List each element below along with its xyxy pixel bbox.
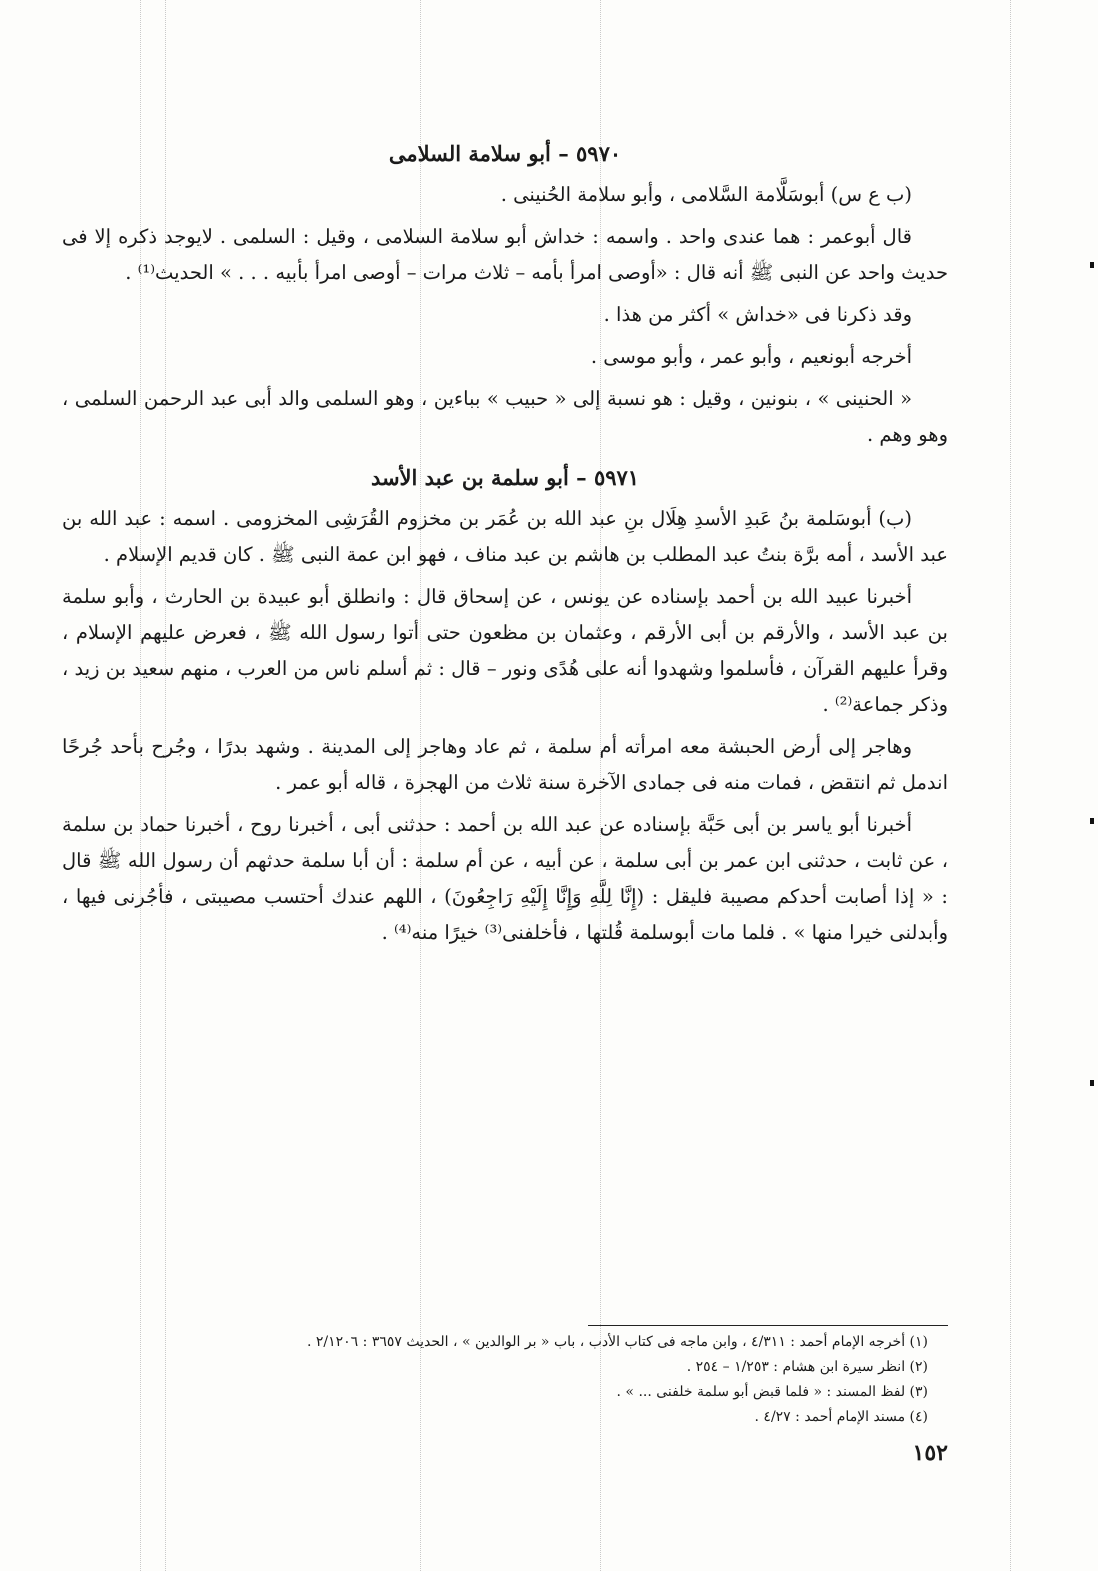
paragraph: أخبرنا عبيد الله بن أحمد بإسناده عن يونس ، عن إسحاق قال : وانطلق أبو عبيدة بن الحارث ، وأبو سلمة بن عبد الأسد ، والأرقم بن أبى الأرقم ، وعثمان بن مظعون حتى أتوا رسول الله ﷺ ، فعرض عليهم الإسلام ، وقرأ عليهم القرآن ، فأسلموا وشهدوا أنه على هُدًى ونور – قال : ثم أسلم ناس من العرب ، منهم سعيد بن زيد ، وذكر جماعة⁽²⁾ . [62, 585, 948, 716]
scan-dotted-line [1010, 0, 1012, 1571]
footnote: (٣) لفظ المسند : « فلما قبض أبو سلمة خلفنى ... » . [616, 1384, 928, 1400]
margin-mark [1090, 262, 1094, 268]
paragraph: أخبرنا أبو ياسر بن أبى حَبَّة بإسناده عن عبد الله بن أحمد : حدثنى أبى ، أخبرنا روح ، أخبرنا حماد بن سلمة ، عن ثابت ، حدثنى ابن عمر بن أبى سلمة ، عن أبيه ، عن أم سلمة : أن أبا سلمة حدثهم أن رسول الله ﷺ قال : « إذا أصابت أحدكم مصيبة فليقل : (إِنَّا لِلَّهِ وَإِنَّا إِلَيْهِ رَاجِعُونَ) ، اللهم عندك أحتسب مصيبتى ، فأجُرنى فيها ، وأبدلنى خيرا منها » . فلما مات أبوسلمة قُلتها ، فأخلفنى⁽³⁾ خيرًا منه⁽⁴⁾ . [62, 813, 948, 944]
paragraph: أخرجه أبونعيم ، وأبو عمر ، وأبو موسى . [590, 345, 912, 368]
footnote: (١) أخرجه الإمام أحمد : ٤/٣١١ ، وابن ماجه فى كتاب الأدب ، باب « بر الوالدين » ، الحديث ٣٦٥٧ : ٢/١٢٠٦ . [306, 1334, 928, 1350]
main-text [62, 135, 948, 957]
paragraph: وهاجر إلى أرض الحبشة معه امرأته أم سلمة ، ثم عاد وهاجر إلى المدينة . وشهد بدرًا ، وجُرح بأحد جُرحًا اندمل ثم انتقض ، فمات منه فى جمادى الآخرة سنة ثلاث من الهجرة ، قاله أبو عمر . [62, 735, 948, 794]
margin-mark [1090, 1080, 1094, 1086]
paragraph: قال أبوعمر : هما عندى واحد . واسمه : خداش أبو سلامة السلامى ، وقيل : السلمى . لايوجد ذكره إلا فى حديث واحد عن النبى ﷺ أنه قال : «أوصى امرأ بأمه – ثلاث مرات – أوصى امرأ بأبيه . . . » الحديث⁽¹⁾ . [62, 225, 948, 284]
footnotes [62, 1330, 948, 1430]
paragraph: « الحنينى » ، بنونين ، وقيل : هو نسبة إلى « حبيب » بباءين ، وهو السلمى والد أبى عبد الرحمن السلمى ، وهو وهم . [62, 387, 948, 446]
footnote: (٢) انظر سيرة ابن هشام : ١/٢٥٣ – ٢٥٤ . [686, 1359, 928, 1375]
footnote: (٤) مسند الإمام أحمد : ٤/٢٧ . [754, 1409, 928, 1425]
entry-heading-5971: ٥٩٧١ – أبو سلمة بن عبد الأسد [370, 465, 640, 490]
paragraph: (ب ع س) أبوسَلَّامة السَّلامى ، وأبو سلامة الحُنينى . [500, 183, 912, 206]
entry-heading-5970: ٥٩٧٠ – أبو سلامة السلامى [388, 141, 622, 166]
paragraph: وقد ذكرنا فى «خداش » أكثر من هذا . [603, 303, 912, 326]
paragraph: (ب) أبوسَلمة بنُ عَبدِ الأسدِ هِلَال بنِ عبد الله بن عُمَر بن مخزوم القُرَشِى المخزومى . اسمه : عبد الله بن عبد الأسد ، أمه برَّة بنتُ عبد المطلب بن هاشم بن عبد مناف ، فهو ابن عمة النبى ﷺ . كان قديم الإسلام . [62, 507, 948, 566]
margin-mark [1090, 818, 1094, 824]
page-number: ١٥٢ [912, 1440, 948, 1466]
footnote-divider [588, 1325, 948, 1326]
